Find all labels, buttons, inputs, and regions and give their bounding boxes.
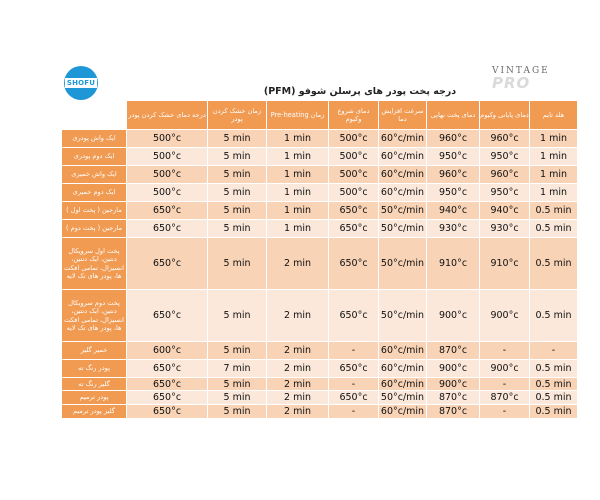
table-cell: 1 min (267, 184, 329, 202)
table-cell: 500°c (127, 184, 208, 202)
table-cell: 0.5 min (530, 290, 578, 342)
table-cell: 0.5 min (530, 405, 578, 419)
table-row (62, 238, 578, 290)
table-cell: 650°c (127, 378, 208, 391)
table-cell: 60°c/min (379, 148, 427, 166)
table-cell: 500°c (127, 166, 208, 184)
row-label: پخت دوم سرویکال دنتین، ایک دنتین، انسیزال، تمامی افکت ها، پودر های تک لایه (62, 290, 127, 342)
header-cell: زمان Pre-heating (267, 101, 329, 130)
table-cell: 650°c (329, 360, 379, 378)
table-cell: 2 min (267, 378, 329, 391)
row-label: ایک واش پودری (62, 130, 127, 148)
table-cell: 960°c (427, 166, 480, 184)
header-corner (62, 101, 127, 130)
table-cell: 5 min (208, 202, 267, 220)
table-cell: 650°c (329, 290, 379, 342)
table-cell: 0.5 min (530, 360, 578, 378)
pro-logo-text: PRO (492, 74, 531, 92)
table-cell: 60°c/min (379, 184, 427, 202)
table-cell: 650°c (127, 360, 208, 378)
table-cell: 950°c (427, 184, 480, 202)
row-label: پخت اول سرویکال دنتین، ایک دنتین، انسیزال، تمامی افکت ها، پودر های تک لایه (62, 238, 127, 290)
table-cell: 900°c (427, 290, 480, 342)
shofu-logo (64, 66, 98, 100)
table-cell: 500°c (329, 166, 379, 184)
table-cell: 870°c (427, 405, 480, 419)
table-cell: 2 min (267, 342, 329, 360)
table-cell: 2 min (267, 290, 329, 342)
table-cell: 0.5 min (530, 378, 578, 391)
table-cell: 0.5 min (530, 202, 578, 220)
table-cell: 950°c (480, 148, 530, 166)
table-cell: 950°c (427, 148, 480, 166)
table-cell: 7 min (208, 360, 267, 378)
table-cell: 5 min (208, 391, 267, 405)
table-cell: 1 min (530, 130, 578, 148)
header-cell: زمان خشک کردن پودر (208, 101, 267, 130)
header-cell: دمای شروع وکیوم (329, 101, 379, 130)
table-cell: 5 min (208, 220, 267, 238)
row-label: گلیز رنگ ته (62, 378, 127, 391)
table-row (62, 148, 578, 166)
header-cell: سرعت افزایش دما (379, 101, 427, 130)
table-title: درجه پخت پودر های پرسلن شوفو (PFM) (263, 86, 457, 97)
table-cell: 650°c (127, 290, 208, 342)
row-label: ایک واش خمیری (62, 166, 127, 184)
row-label: ایک دوم پودری (62, 148, 127, 166)
table-cell: 0.5 min (530, 391, 578, 405)
table-cell: 950°c (480, 184, 530, 202)
shofu-logo-text: SHOFU (66, 79, 96, 87)
table-cell: 60°c/min (379, 166, 427, 184)
table-cell: 50°c/min (379, 202, 427, 220)
table-cell: 650°c (127, 202, 208, 220)
row-label: پودر ترمیم (62, 391, 127, 405)
table-cell: 870°c (480, 391, 530, 405)
table-cell: 650°c (127, 220, 208, 238)
table-row (62, 220, 578, 238)
header-cell: دمای پخت نهایی (427, 101, 480, 130)
table-row (62, 360, 578, 378)
table-cell: 2 min (267, 391, 329, 405)
table-cell: 650°c (329, 220, 379, 238)
table-cell: 50°c/min (379, 290, 427, 342)
table-cell: 900°c (480, 360, 530, 378)
table-cell: 1 min (267, 130, 329, 148)
row-label: مارجین ( پخت دوم ) (62, 220, 127, 238)
header-cell: هلد تایم (530, 101, 578, 130)
table-cell: 930°c (480, 220, 530, 238)
table-cell: 650°c (127, 238, 208, 290)
row-label: خمیر گلیز (62, 342, 127, 360)
header-cell: درجه دمای خشک کردن پودر (127, 101, 208, 130)
table-row (62, 202, 578, 220)
table-row (62, 378, 578, 391)
table-cell: 5 min (208, 378, 267, 391)
table-cell: - (329, 378, 379, 391)
table-cell: 5 min (208, 184, 267, 202)
table-cell: 650°c (329, 238, 379, 290)
table-cell: 940°c (427, 202, 480, 220)
table-row (62, 405, 578, 419)
table-cell: 1 min (530, 184, 578, 202)
table-row (62, 290, 578, 342)
table-cell: - (480, 378, 530, 391)
row-label: مارجین ( پخت اول ) (62, 202, 127, 220)
row-label: ایک دوم خمیری (62, 184, 127, 202)
table-cell: 1 min (267, 220, 329, 238)
table-cell: 650°c (127, 391, 208, 405)
row-label: پودر رنگ ته (62, 360, 127, 378)
table-cell: - (480, 405, 530, 419)
table-row (62, 130, 578, 148)
table-cell: 5 min (208, 342, 267, 360)
table-cell: 900°c (427, 360, 480, 378)
table-cell: - (329, 342, 379, 360)
table-cell: 500°c (329, 184, 379, 202)
table-row (62, 184, 578, 202)
table-cell: 0.5 min (530, 238, 578, 290)
table-cell: 870°c (427, 342, 480, 360)
row-label: گلیز پودر ترمیم (62, 405, 127, 419)
table-cell: 60°c/min (379, 360, 427, 378)
table-cell: - (530, 342, 578, 360)
table-cell: 5 min (208, 166, 267, 184)
firing-table (61, 100, 578, 419)
table-cell: 870°c (427, 391, 480, 405)
table-cell: 600°c (127, 342, 208, 360)
table-cell: 1 min (267, 202, 329, 220)
table-cell: 5 min (208, 148, 267, 166)
table-cell: 5 min (208, 130, 267, 148)
table-cell: 960°c (480, 130, 530, 148)
table-cell: 1 min (267, 148, 329, 166)
vintage-pro-logo (492, 66, 550, 94)
table-row (62, 391, 578, 405)
table-cell: - (480, 342, 530, 360)
table-cell: 1 min (530, 166, 578, 184)
table-cell: 910°c (480, 238, 530, 290)
table-cell: 5 min (208, 290, 267, 342)
table-cell: 50°c/min (379, 391, 427, 405)
table-cell: 60°c/min (379, 342, 427, 360)
table-cell: 940°c (480, 202, 530, 220)
table-row (62, 342, 578, 360)
header-row (62, 101, 578, 130)
table-cell: 650°c (127, 405, 208, 419)
table-cell: 900°c (480, 290, 530, 342)
table-cell: - (329, 405, 379, 419)
table-cell: 5 min (208, 405, 267, 419)
table-cell: 60°c/min (379, 130, 427, 148)
table-cell: 650°c (329, 202, 379, 220)
table-cell: 1 min (267, 166, 329, 184)
table-cell: 910°c (427, 238, 480, 290)
table-cell: 5 min (208, 238, 267, 290)
table-cell: 960°c (480, 166, 530, 184)
header-cell: دمای پایانی وکیوم (480, 101, 530, 130)
table-cell: 50°c/min (379, 220, 427, 238)
table-cell: 2 min (267, 238, 329, 290)
table-cell: 500°c (329, 148, 379, 166)
vintage-logo-text: VINTAGE (492, 66, 550, 76)
table-row (62, 166, 578, 184)
table-cell: 1 min (530, 148, 578, 166)
table-cell: 50°c/min (379, 238, 427, 290)
table-cell: 2 min (267, 360, 329, 378)
table-cell: 900°c (427, 378, 480, 391)
table-cell: 60°c/min (379, 378, 427, 391)
table-cell: 500°c (329, 130, 379, 148)
table-cell: 2 min (267, 405, 329, 419)
table-cell: 930°c (427, 220, 480, 238)
table-body (62, 130, 578, 419)
table-cell: 650°c (329, 391, 379, 405)
table-cell: 960°c (427, 130, 480, 148)
table-cell: 60°c/min (379, 405, 427, 419)
table-cell: 500°c (127, 148, 208, 166)
table-cell: 0.5 min (530, 220, 578, 238)
table-cell: 500°c (127, 130, 208, 148)
